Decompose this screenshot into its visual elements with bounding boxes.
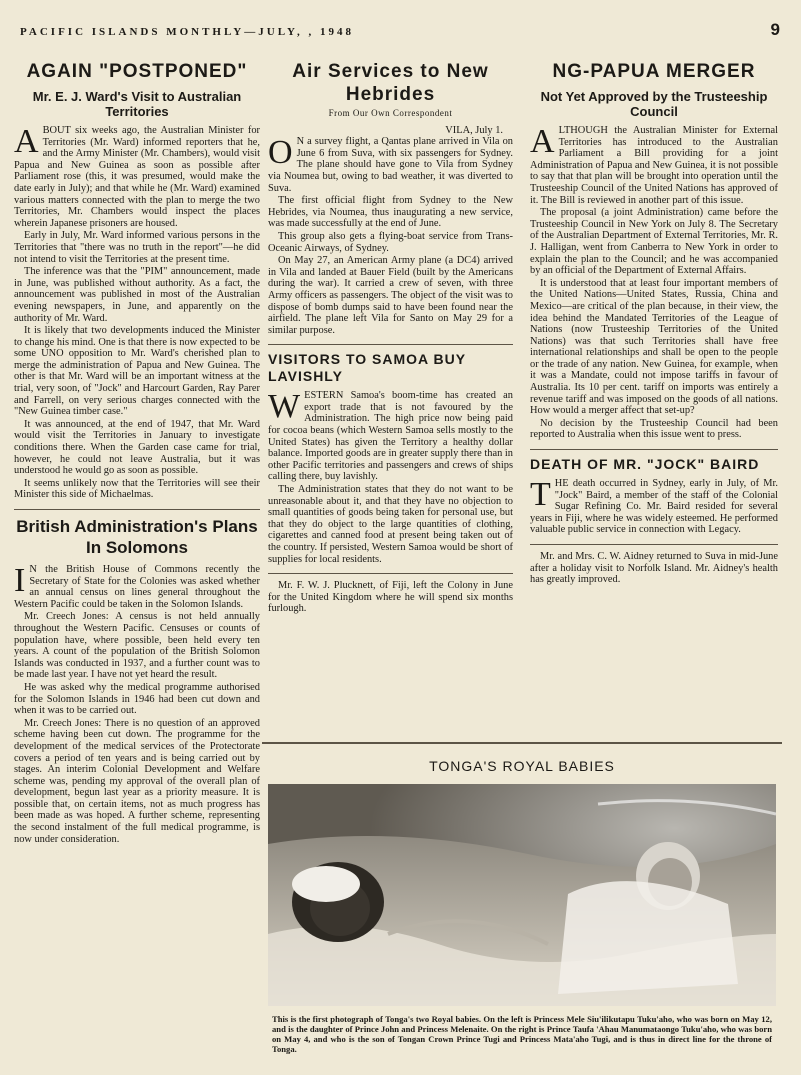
article-headline: British Administration's Plans In Solomons: [16, 517, 258, 557]
royal-babies-photo: [268, 784, 776, 1006]
magazine-title: PACIFIC ISLANDS MONTHLY—JULY, , 1948: [20, 26, 354, 38]
paragraph: The first official flight from Sydney to the New Hebrides, via Noumea, thus inaugurating a new service, was made successfully at the end of June.: [268, 195, 513, 230]
brief-plucknett: [268, 580, 513, 615]
column-left: [14, 60, 260, 846]
article-headline: VISITORS TO SAMOA BUY LAVISHLY: [268, 351, 466, 385]
article-again-postponed: [14, 60, 260, 501]
article-headline: NG-PAPUA MERGER: [552, 61, 756, 82]
drop-cap: A: [530, 123, 555, 160]
running-head: [20, 20, 780, 44]
paragraph: O N a survey flight, a Qantas plane arrived in Vila on June 6 from Suva, with six passengers for Sydney. The plane should have gone to Vila from Sydney via Noumea but, owing to bad weather, it was diverted to Suva.: [268, 134, 513, 194]
article-headline: DEATH OF MR. "JOCK" BAIRD: [530, 456, 760, 473]
paragraph: Mr. and Mrs. C. W. Aidney returned to Suva in mid-June after a holiday visit to Norfolk Island. Mr. Aidney's health has greatly improved.: [530, 551, 778, 586]
paragraph: The proposal (a joint Administration) came before the Trusteeship Council in New York on July 8. The Secretary of the Australian Department of External Territories, Mr. R. J. Halligan, went from Canberra to New York in order to explain the plan to the Council; and he was accompanied by an official of the Department of External Affairs.: [530, 207, 778, 277]
paragraph: He was asked why the medical programme authorised for the Solomon Islands in 1946 had been cut down and when it was to be carried out.: [14, 681, 260, 717]
article-ng-papua-merger: [530, 60, 778, 441]
paragraph: It is likely that two developments induced the Minister to change his mind. One is that there is now expected to be some UNO opposition to Mr. Ward's cherished plan to merge the administration of Papua and New Guinea. The other is that Mr. Ward will be an important witness at the trial, very soon, of "Jock" and Harcourt Garden, Ray Parer and Farrell, on very serious charges connected with the "New Guinea timber case.": [14, 325, 260, 418]
divider: [530, 449, 778, 450]
paragraph: ALTHOUGH the Australian Minister for External Territories has introduced to the Australian Parliament a Bill providing for a joint Administration of Papua and New Guinea, it is not possible to say that that plan will be brought into operation until the Trusteeship Council of the United Nations has approved of it. The Bill is reviewed in another part of this issue.: [530, 123, 778, 206]
photo-caption: This is the first photograph of Tonga's two Royal babies. On the left is Princess Mele Siu'ilikutapu Tuku'aho, who was born on May 12, and is the daughter of Prince John and Princess Melenaite. On the right is Prince Taufa 'Ahau Manumataongo Tuku'aho, who was born on May 4, and who is the son of Tongan Crown Prince Tugi and Princess Mata'aho Tugi, and is thus in direct line for the throne of Tonga.: [272, 1014, 772, 1054]
article-solomons: [14, 516, 260, 845]
article-subhead: Mr. E. J. Ward's Visit to Australian Territories: [32, 89, 242, 119]
paragraph: It was announced, at the end of 1947, that Mr. Ward would visit the Territories in January to investigate conditions there. When the Garden case came for trial, however, he could not leave Australia, but it was understood he would go as soon as possible.: [14, 418, 260, 477]
dateline: VILA, July 1.: [445, 124, 503, 136]
paragraph: The Administration states that they do not want to be unreasonable about it, and that they have no objection to small quantities of goods being taken for personal use, but that they do object to the large quantities of clothing, cigarettes and canned food at present being taken out of the country. If persisted, Western Samoa would be short of supplies for local residents.: [268, 484, 513, 565]
divider: [530, 544, 778, 545]
paragraph: ABOUT six weeks ago, the Australian Minister for Territories (Mr. Ward) informed reporters that he, and the Army Minister (Mr. Chambers), would visit Papua and New Guinea as soon as possible after Parliament rose (this, it was presumed, would make the date early in July); and that while he (Mr. Ward) examined various matters connected with the plan to merge the two Territories, Mr. Chambers would inspect the places wherein Japanese prisoners are housed.: [14, 123, 260, 229]
paragraph: WESTERN Samoa's boom-time has created an export trade that is not favoured by the Administration. The high price now being paid for cocoa beans (which Western Samoa sells mostly to the United States) has given the Territory a healthy dollar balance. Imported goods are in greater supply there than in other Pacific territories and passengers and crews of ships calling there, buy lavishly.: [268, 388, 513, 483]
article-headline: AGAIN "POSTPONED": [26, 61, 248, 82]
drop-cap: O: [268, 134, 293, 172]
paragraph: Early in July, Mr. Ward informed various persons in the Territories that "there was no truth in the report"—he did not intend to visit the Territories at the present time.: [14, 230, 260, 265]
drop-cap: W: [268, 388, 301, 426]
brief-aidney: [530, 551, 778, 586]
paragraph: It is understood that at least four important members of the United Nations—United States, Russia, China and Mexico—are critical of the plan because, in their view, the idea behind the Mandated Territories of the League of Nations (now Trusteeship Territories of the United Nations) was that such Territories shall have free international relationships and shall be open to the people or the trade of any nation. New Guinea, for example, when it was a Mandate, could not impose tariffs in favour of Australia. Its 10 per cent. tariff on imports was entirely a revenue tariff and was imposed on the goods of all nations. How would a merger affect that set-up?: [530, 277, 778, 417]
paragraph: It seems unlikely now that the Territories will see their Minister this side of Michaelmas.: [14, 477, 260, 501]
paragraph: I N the British House of Commons recently the Secretary of State for the Colonies was asked whether an annual census on lines general throughout the Western Pacific could be taken in the Solomon Islands.: [14, 562, 260, 610]
paragraph: THE death occurred in Sydney, early in July, of Mr. "Jock" Baird, a member of the staff of the Colonial Sugar Refining Co. Mr. Baird resided for several years in Fiji, where he was widely esteemed. He performed valuable public service in connection with Legacy.: [530, 476, 778, 536]
paragraph: No decision by the Trusteeship Council had been reported to Australia when this issue went to press.: [530, 417, 778, 441]
photo-title: TONGA'S ROYAL BABIES: [429, 758, 615, 774]
paragraph: Mr. Creech Jones: A census is not held annually throughout the Western Pacific. Censuses or counts of population have, where possible, been held every ten years. A count of the population of the British Solomon Islands was conducted in 1937, and a further count was to be made last year. I have not yet heard the result.: [14, 611, 260, 681]
column-middle: [268, 60, 513, 616]
article-subhead: Not Yet Approved by the Trusteeship Council: [540, 89, 768, 119]
photo-image: [268, 784, 776, 1006]
article-samoa: [268, 351, 513, 565]
article-air-services: [268, 60, 513, 336]
drop-cap: I: [14, 562, 26, 599]
paragraph: Mr. F. W. J. Plucknett, of Fiji, left the Colony in June for the United Kingdom where he will spend six months furlough.: [268, 580, 513, 615]
paragraph: Mr. Creech Jones: There is no question of an approved scheme having been cut down. The programme for the development of the medical services of the Protectorate covers a period of ten years and is being carried out by stages. An interim Colonial Development and Welfare scheme was, pending my approval of the overall plan of development, begun last year as a priority measure. It is possible that, on certain items, not as much progress has been made as was hoped. A further scheme, representing the second instalment of the full medical programme, is now under consideration.: [14, 717, 260, 845]
paragraph: On May 27, an American Army plane (a DC4) arrived in Vila and landed at Bauer Field (built by the Americans during the war). It carried a crew of seven, with three Army officers as passengers. The object of the visit was to dispose of bomb dumps said to have been found near the airfield. The plane left Vila for Santo on May 29 for a similar purpose.: [268, 255, 513, 336]
article-headline: Air Services to New Hebrides: [292, 61, 489, 105]
divider: [268, 344, 513, 345]
column-right: [530, 60, 778, 587]
article-jock-baird: [530, 456, 778, 536]
page-number: 9: [770, 20, 780, 39]
drop-cap: T: [530, 476, 551, 514]
divider: [268, 573, 513, 574]
divider: [14, 509, 260, 510]
paragraph: The inference was that the "PIM" announcement, made in June, was published without authority. As a fact, the announcement was published in most of the Australian evening newspapers, in June, and apparently on the authority of Mr. Ward.: [14, 266, 260, 324]
byline: From Our Own Correspondent: [328, 108, 453, 118]
photo-section: [262, 742, 782, 1069]
drop-cap: A: [14, 123, 39, 160]
paragraph: This group also gets a flying-boat service from Trans-Oceanic Airways, of Sydney.: [268, 230, 513, 254]
